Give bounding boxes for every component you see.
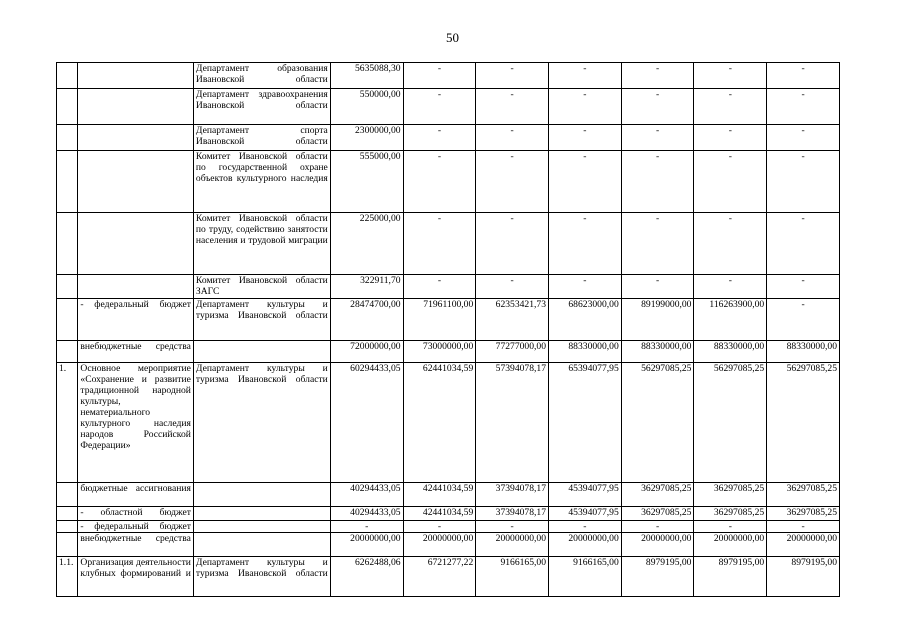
value-cell: - — [330, 521, 403, 533]
row-number-cell — [57, 521, 78, 533]
row-executor-cell: Комитет Ивановской области по государственной охране объектов культурного наследия — [193, 151, 330, 213]
value-cell: - — [621, 521, 694, 533]
value-cell: 9166165,00 — [476, 557, 549, 597]
value-cell: - — [621, 275, 694, 299]
value-cell: 20000000,00 — [549, 533, 622, 557]
value-cell: 36297085,25 — [694, 507, 767, 521]
value-cell: 73000000,00 — [403, 341, 476, 363]
value-cell: - — [403, 125, 476, 151]
value-cell: 37394078,17 — [476, 483, 549, 507]
value-cell: 88330000,00 — [621, 341, 694, 363]
row-executor-cell: Департамент культуры и туризма Ивановской области — [193, 363, 330, 483]
value-cell: - — [621, 89, 694, 125]
value-cell: - — [694, 151, 767, 213]
value-cell: - — [767, 63, 840, 89]
value-cell: - — [403, 151, 476, 213]
row-number-cell — [57, 483, 78, 507]
value-cell: - — [767, 275, 840, 299]
value-cell: - — [549, 125, 622, 151]
row-name-cell — [78, 151, 194, 213]
row-executor-cell: Департамент образования Ивановской области — [193, 63, 330, 89]
value-cell: - — [403, 521, 476, 533]
row-executor-cell — [193, 507, 330, 521]
value-cell: 40294433,05 — [330, 507, 403, 521]
value-cell: 116263900,00 — [694, 299, 767, 341]
value-cell: - — [694, 125, 767, 151]
table-row — [57, 89, 840, 125]
table-row — [57, 63, 840, 89]
value-cell: - — [549, 89, 622, 125]
row-number-cell — [57, 507, 78, 521]
value-cell: 20000000,00 — [403, 533, 476, 557]
value-cell: - — [767, 299, 840, 341]
value-cell: 8979195,00 — [694, 557, 767, 597]
value-cell: 56297085,25 — [694, 363, 767, 483]
value-cell: - — [476, 89, 549, 125]
table-row — [57, 533, 840, 557]
row-number-cell — [57, 213, 78, 275]
value-cell: 20000000,00 — [330, 533, 403, 557]
value-cell: - — [767, 213, 840, 275]
value-cell: 322911,70 — [330, 275, 403, 299]
row-name-cell: - федеральный бюджет — [78, 299, 194, 341]
value-cell: - — [549, 151, 622, 213]
value-cell: - — [403, 213, 476, 275]
row-number-cell: 1.1. — [57, 557, 78, 597]
value-cell: - — [403, 275, 476, 299]
row-number-cell — [57, 275, 78, 299]
row-name-cell: бюджетные ассигнования — [78, 483, 194, 507]
row-name-cell: - федеральный бюджет — [78, 521, 194, 533]
row-name-cell: внебюджетные средства — [78, 533, 194, 557]
table-row — [57, 299, 840, 341]
table-body — [57, 63, 840, 597]
row-name-cell: - областной бюджет — [78, 507, 194, 521]
row-name-cell — [78, 125, 194, 151]
row-name-cell — [78, 213, 194, 275]
value-cell: - — [694, 89, 767, 125]
row-executor-cell: Департамент здравоохранения Ивановской области — [193, 89, 330, 125]
value-cell: - — [767, 151, 840, 213]
row-name-cell — [78, 63, 194, 89]
row-number-cell: 1. — [57, 363, 78, 483]
value-cell: - — [694, 213, 767, 275]
value-cell: - — [621, 151, 694, 213]
value-cell: - — [549, 521, 622, 533]
table-row — [57, 151, 840, 213]
row-number-cell — [57, 89, 78, 125]
value-cell: 550000,00 — [330, 89, 403, 125]
row-executor-cell — [193, 483, 330, 507]
row-executor-cell: Комитет Ивановской области по труду, содействию занятости населения и трудовой миграции — [193, 213, 330, 275]
row-name-cell: Организация деятельности клубных формирований и — [78, 557, 194, 597]
value-cell: 8979195,00 — [621, 557, 694, 597]
value-cell: - — [767, 89, 840, 125]
value-cell: - — [621, 125, 694, 151]
row-name-cell: внебюджетные средства — [78, 341, 194, 363]
value-cell: 36297085,25 — [621, 507, 694, 521]
table-row — [57, 507, 840, 521]
value-cell: 89199000,00 — [621, 299, 694, 341]
page-number: 50 — [446, 30, 459, 45]
value-cell: - — [476, 151, 549, 213]
row-executor-cell: Комитет Ивановской области ЗАГС — [193, 275, 330, 299]
value-cell: 57394078,17 — [476, 363, 549, 483]
value-cell: - — [549, 213, 622, 275]
value-cell: 45394077,95 — [549, 483, 622, 507]
value-cell: 36297085,25 — [694, 483, 767, 507]
value-cell: 2300000,00 — [330, 125, 403, 151]
value-cell: 62353421,73 — [476, 299, 549, 341]
row-executor-cell: Департамент культуры и туризма Ивановской области — [193, 299, 330, 341]
value-cell: - — [476, 125, 549, 151]
value-cell: - — [694, 275, 767, 299]
table-row — [57, 521, 840, 533]
row-number-cell — [57, 299, 78, 341]
value-cell: 71961100,00 — [403, 299, 476, 341]
value-cell: - — [694, 521, 767, 533]
value-cell: 20000000,00 — [476, 533, 549, 557]
table-row — [57, 275, 840, 299]
value-cell: - — [403, 63, 476, 89]
value-cell: 56297085,25 — [767, 363, 840, 483]
value-cell: 88330000,00 — [767, 341, 840, 363]
value-cell: 72000000,00 — [330, 341, 403, 363]
value-cell: 45394077,95 — [549, 507, 622, 521]
value-cell: 62441034,59 — [403, 363, 476, 483]
value-cell: 42441034,59 — [403, 483, 476, 507]
row-number-cell — [57, 341, 78, 363]
row-executor-cell — [193, 533, 330, 557]
row-executor-cell: Департамент культуры и туризма Ивановской области — [193, 557, 330, 597]
value-cell: - — [476, 213, 549, 275]
value-cell: - — [621, 213, 694, 275]
value-cell: - — [694, 63, 767, 89]
value-cell: 36297085,25 — [767, 483, 840, 507]
value-cell: 42441034,59 — [403, 507, 476, 521]
value-cell: 5635088,30 — [330, 63, 403, 89]
value-cell: 68623000,00 — [549, 299, 622, 341]
value-cell: 65394077,95 — [549, 363, 622, 483]
row-name-cell: Основное мероприятие «Сохранение и развитие традиционной народной культуры, нематериального культурного наследия народов Российской Федерации» — [78, 363, 194, 483]
value-cell: 88330000,00 — [549, 341, 622, 363]
table-row — [57, 557, 840, 597]
row-number-cell — [57, 63, 78, 89]
value-cell: - — [621, 63, 694, 89]
value-cell: - — [476, 63, 549, 89]
value-cell: 225000,00 — [330, 213, 403, 275]
value-cell: 6721277,22 — [403, 557, 476, 597]
value-cell: 36297085,25 — [767, 507, 840, 521]
value-cell: - — [403, 89, 476, 125]
row-executor-cell: Департамент спорта Ивановской области — [193, 125, 330, 151]
value-cell: 20000000,00 — [621, 533, 694, 557]
row-number-cell — [57, 533, 78, 557]
value-cell: 28474700,00 — [330, 299, 403, 341]
budget-table — [56, 62, 840, 597]
value-cell: 8979195,00 — [767, 557, 840, 597]
table-row — [57, 125, 840, 151]
value-cell: 37394078,17 — [476, 507, 549, 521]
table-row — [57, 363, 840, 483]
value-cell: - — [767, 125, 840, 151]
value-cell: 9166165,00 — [549, 557, 622, 597]
value-cell: - — [476, 521, 549, 533]
table-row — [57, 341, 840, 363]
row-number-cell — [57, 125, 78, 151]
value-cell: 40294433,05 — [330, 483, 403, 507]
value-cell: 20000000,00 — [694, 533, 767, 557]
row-executor-cell — [193, 521, 330, 533]
value-cell: - — [476, 275, 549, 299]
value-cell: - — [549, 63, 622, 89]
row-name-cell — [78, 89, 194, 125]
row-number-cell — [57, 151, 78, 213]
value-cell: 36297085,25 — [621, 483, 694, 507]
value-cell: - — [549, 275, 622, 299]
value-cell: 60294433,05 — [330, 363, 403, 483]
value-cell: 56297085,25 — [621, 363, 694, 483]
value-cell: - — [767, 521, 840, 533]
row-executor-cell — [193, 341, 330, 363]
value-cell: 77277000,00 — [476, 341, 549, 363]
value-cell: 6262488,06 — [330, 557, 403, 597]
row-name-cell — [78, 275, 194, 299]
table-row — [57, 483, 840, 507]
value-cell: 555000,00 — [330, 151, 403, 213]
value-cell: 88330000,00 — [694, 341, 767, 363]
table-row — [57, 213, 840, 275]
value-cell: 20000000,00 — [767, 533, 840, 557]
